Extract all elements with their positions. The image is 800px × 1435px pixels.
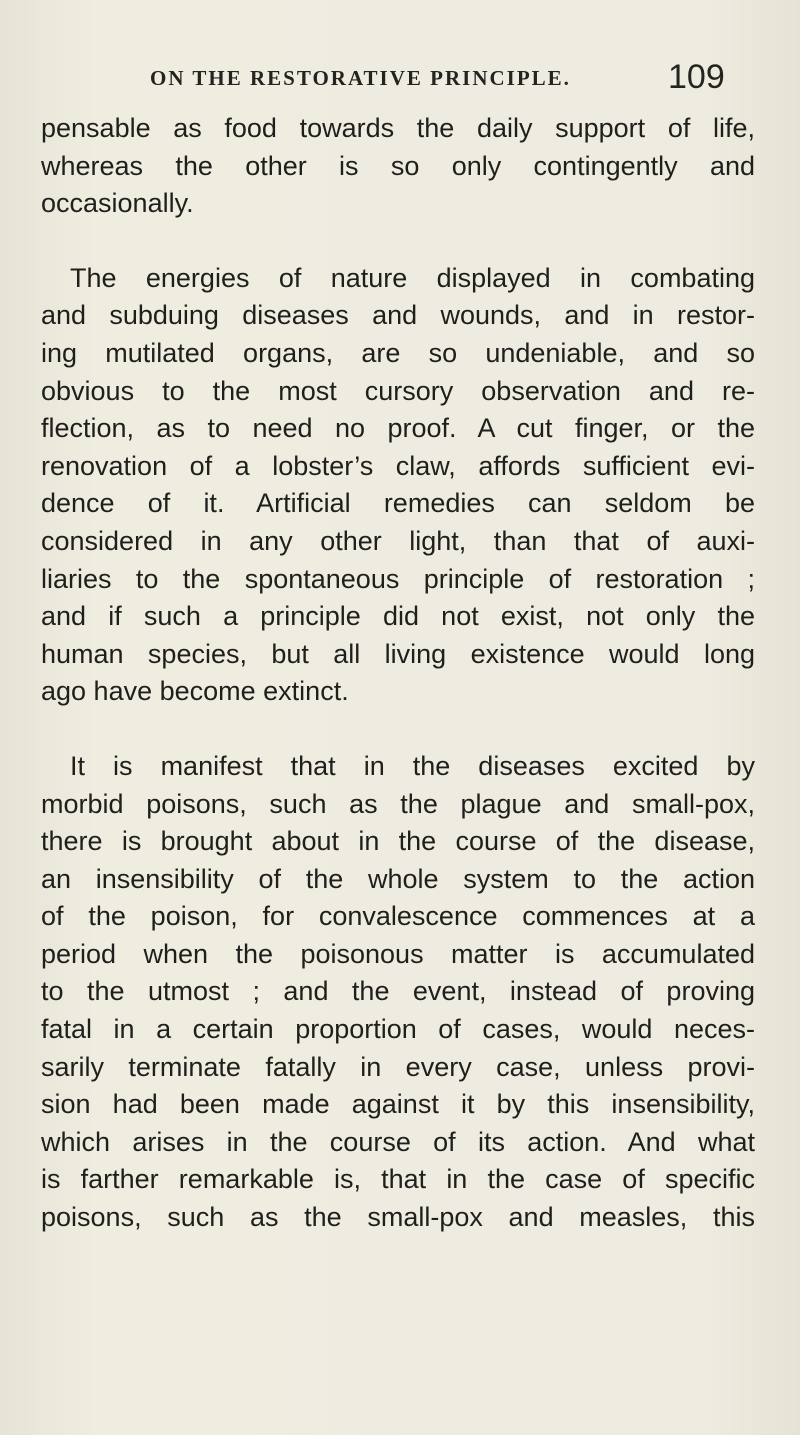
text-line: fatal in a certain proportion of cases, would neces- — [41, 1014, 755, 1045]
text-line: there is brought about in the course of the disease, — [41, 826, 755, 857]
text-line: flection, as to need no proof. A cut finger, or the — [41, 413, 755, 444]
text-line: dence of it. Artificial remedies can seldom be — [41, 488, 755, 519]
text-line: considered in any other light, than that of auxi- — [41, 525, 755, 556]
text-line: occasionally. — [41, 188, 194, 219]
text-line: pensable as food towards the daily support of life, — [41, 113, 755, 143]
text-line: human species, but all living existence would long — [41, 638, 755, 669]
text-line: It is manifest that in the diseases excited by — [70, 750, 755, 781]
paragraph-2 — [41, 260, 755, 711]
text-line: sion had been made against it by this insensibility, — [41, 1089, 755, 1120]
text-line: which arises in the course of its action. And what — [41, 1126, 755, 1157]
text-line: to the utmost ; and the event, instead of proving — [41, 976, 755, 1007]
running-head: ON THE RESTORATIVE PRINCIPLE. — [150, 66, 571, 90]
paragraph-1 — [41, 110, 755, 223]
paragraph-3 — [41, 748, 755, 1237]
text-line: liaries to the spontaneous principle of restoration ; — [41, 563, 755, 594]
text-line: an insensibility of the whole system to the action — [41, 863, 755, 894]
text-line: of the poison, for convalescence commences at a — [41, 901, 755, 932]
text-line: The energies of nature displayed in combating — [70, 262, 755, 293]
text-line: and subduing diseases and wounds, and in restor- — [41, 300, 755, 331]
text-line: whereas the other is so only contingently and — [41, 150, 755, 181]
text-line: ing mutilated organs, are so undeniable, and so — [41, 337, 755, 368]
text-line: ago have become extinct. — [41, 676, 349, 707]
text-line: poisons, such as the small-pox and measles, this — [41, 1202, 755, 1233]
page-number: 109 — [668, 58, 725, 96]
text-line: sarily terminate fatally in every case, unless provi- — [41, 1051, 755, 1082]
text-line: morbid poisons, such as the plague and small-pox, — [41, 788, 755, 819]
body-text — [41, 110, 755, 1237]
text-line: renovation of a lobster’s claw, affords sufficient evi- — [41, 450, 755, 481]
text-line: and if such a principle did not exist, not only the — [41, 601, 755, 632]
text-line: is farther remarkable is, that in the case of specific — [41, 1164, 755, 1195]
text-line: obvious to the most cursory observation and re- — [41, 375, 755, 406]
text-line: period when the poisonous matter is accumulated — [41, 938, 755, 969]
